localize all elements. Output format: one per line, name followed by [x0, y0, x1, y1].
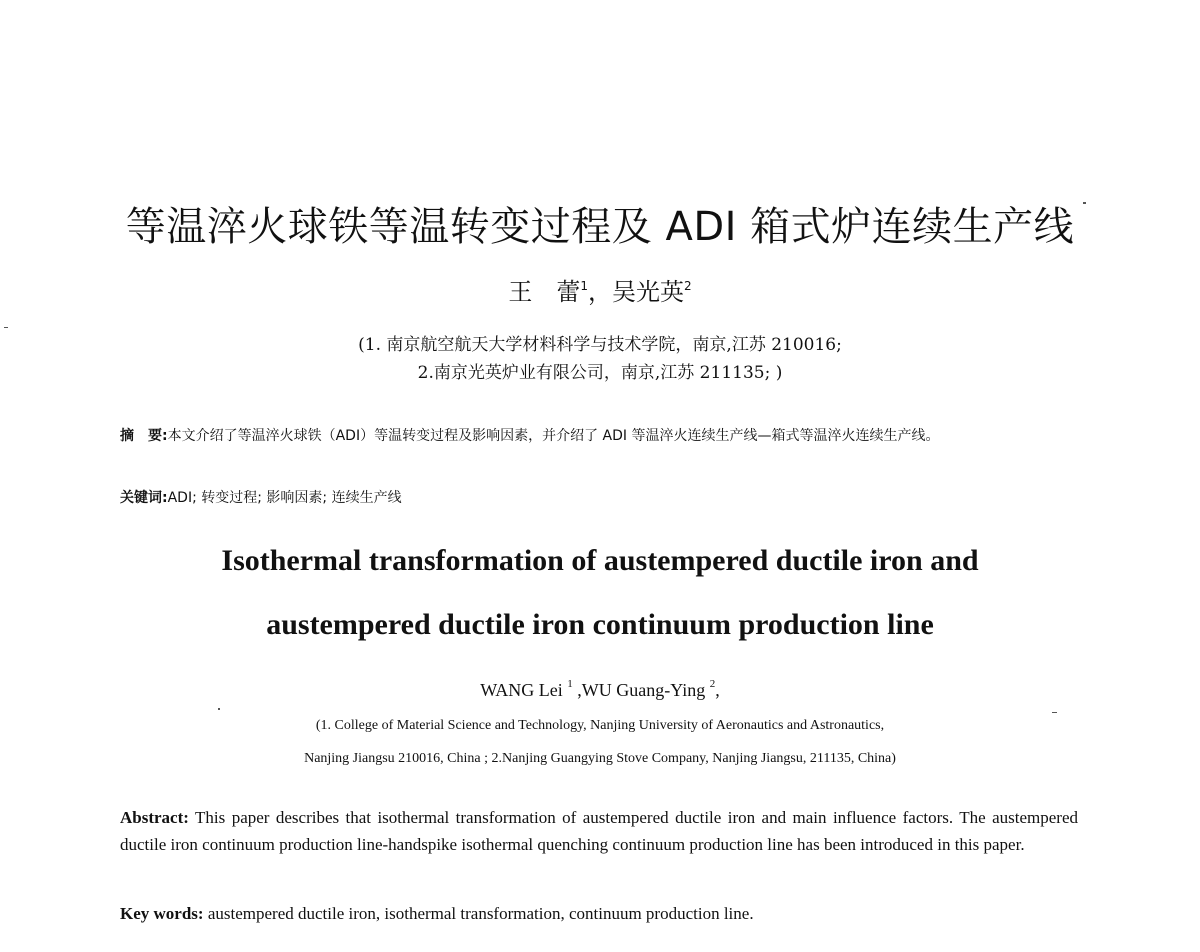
scan-speck	[218, 708, 220, 710]
chinese-author-2: 吴光英	[612, 278, 684, 306]
chinese-keywords-label: 关键词:	[120, 490, 168, 506]
chinese-affiliation-line-2: 2.南京光英炉业有限公司，南京,江苏 211135; )	[417, 363, 783, 383]
scan-speck	[4, 327, 8, 328]
chinese-abstract-label: 摘 要:	[120, 428, 168, 444]
english-title-line-2: austempered ductile iron continuum production line	[266, 608, 934, 641]
english-author-trailing-comma: ,	[715, 680, 720, 700]
english-author-2-affiliation-marker: 2	[709, 678, 716, 690]
chinese-author-1: 王 蕾	[508, 278, 581, 306]
scan-speck	[1052, 712, 1057, 713]
chinese-authors	[0, 272, 1200, 307]
english-authors	[0, 678, 1200, 701]
english-title-line-1: Isothermal transformation of austempered ductile iron and	[221, 544, 979, 577]
english-keywords-text: austempered ductile iron, isothermal transformation, continuum production line.	[203, 904, 754, 923]
english-abstract-label: Abstract:	[120, 808, 189, 827]
chinese-keywords-text: ADI; 转变过程; 影响因素; 连续生产线	[167, 490, 402, 506]
english-keywords-label: Key words:	[120, 904, 204, 923]
chinese-title: 等温淬火球铁等温转变过程及 ADI 箱式炉连续生产线	[125, 204, 1075, 250]
english-keywords	[120, 900, 1078, 927]
chinese-author-2-affiliation-marker: 2	[684, 279, 692, 293]
english-author-separator: ,	[572, 680, 582, 700]
chinese-author-separator: ，	[588, 278, 612, 306]
chinese-author-1-affiliation-marker: 1	[580, 279, 588, 293]
english-author-1: WANG Lei	[480, 680, 563, 700]
chinese-abstract-text: 本文介绍了等温淬火球铁（ADI）等温转变过程及影响因素，并介绍了 ADI 等温淬火连续生产线—箱式等温淬火连续生产线。	[167, 428, 940, 444]
chinese-keywords	[120, 486, 1080, 510]
english-affiliation-line-1: (1. College of Material Science and Technology, Nanjing University of Aeronautics and Astronautics,	[315, 718, 885, 733]
english-affiliation-line-2: Nanjing Jiangsu 210016, China ; 2.Nanjing Guangying Stove Company, Nanjing Jiangsu, 211135, China)	[304, 751, 896, 766]
chinese-affiliation-line-1: (1. 南京航空航天大学材料科学与技术学院，南京,江苏 210016;	[358, 335, 842, 355]
english-author-2: WU Guang-Ying	[581, 680, 706, 700]
chinese-abstract	[120, 424, 1080, 448]
english-author-1-affiliation-marker: 1	[567, 678, 573, 690]
scan-speck	[1083, 202, 1086, 204]
english-abstract	[120, 804, 1078, 858]
english-abstract-text: This paper describes that isothermal transformation of austempered ductile iron and main influence factors. The austempered ductile iron continuum production line-handspike isothermal quenching continuum production line has been introduced in this paper.	[120, 808, 1078, 854]
